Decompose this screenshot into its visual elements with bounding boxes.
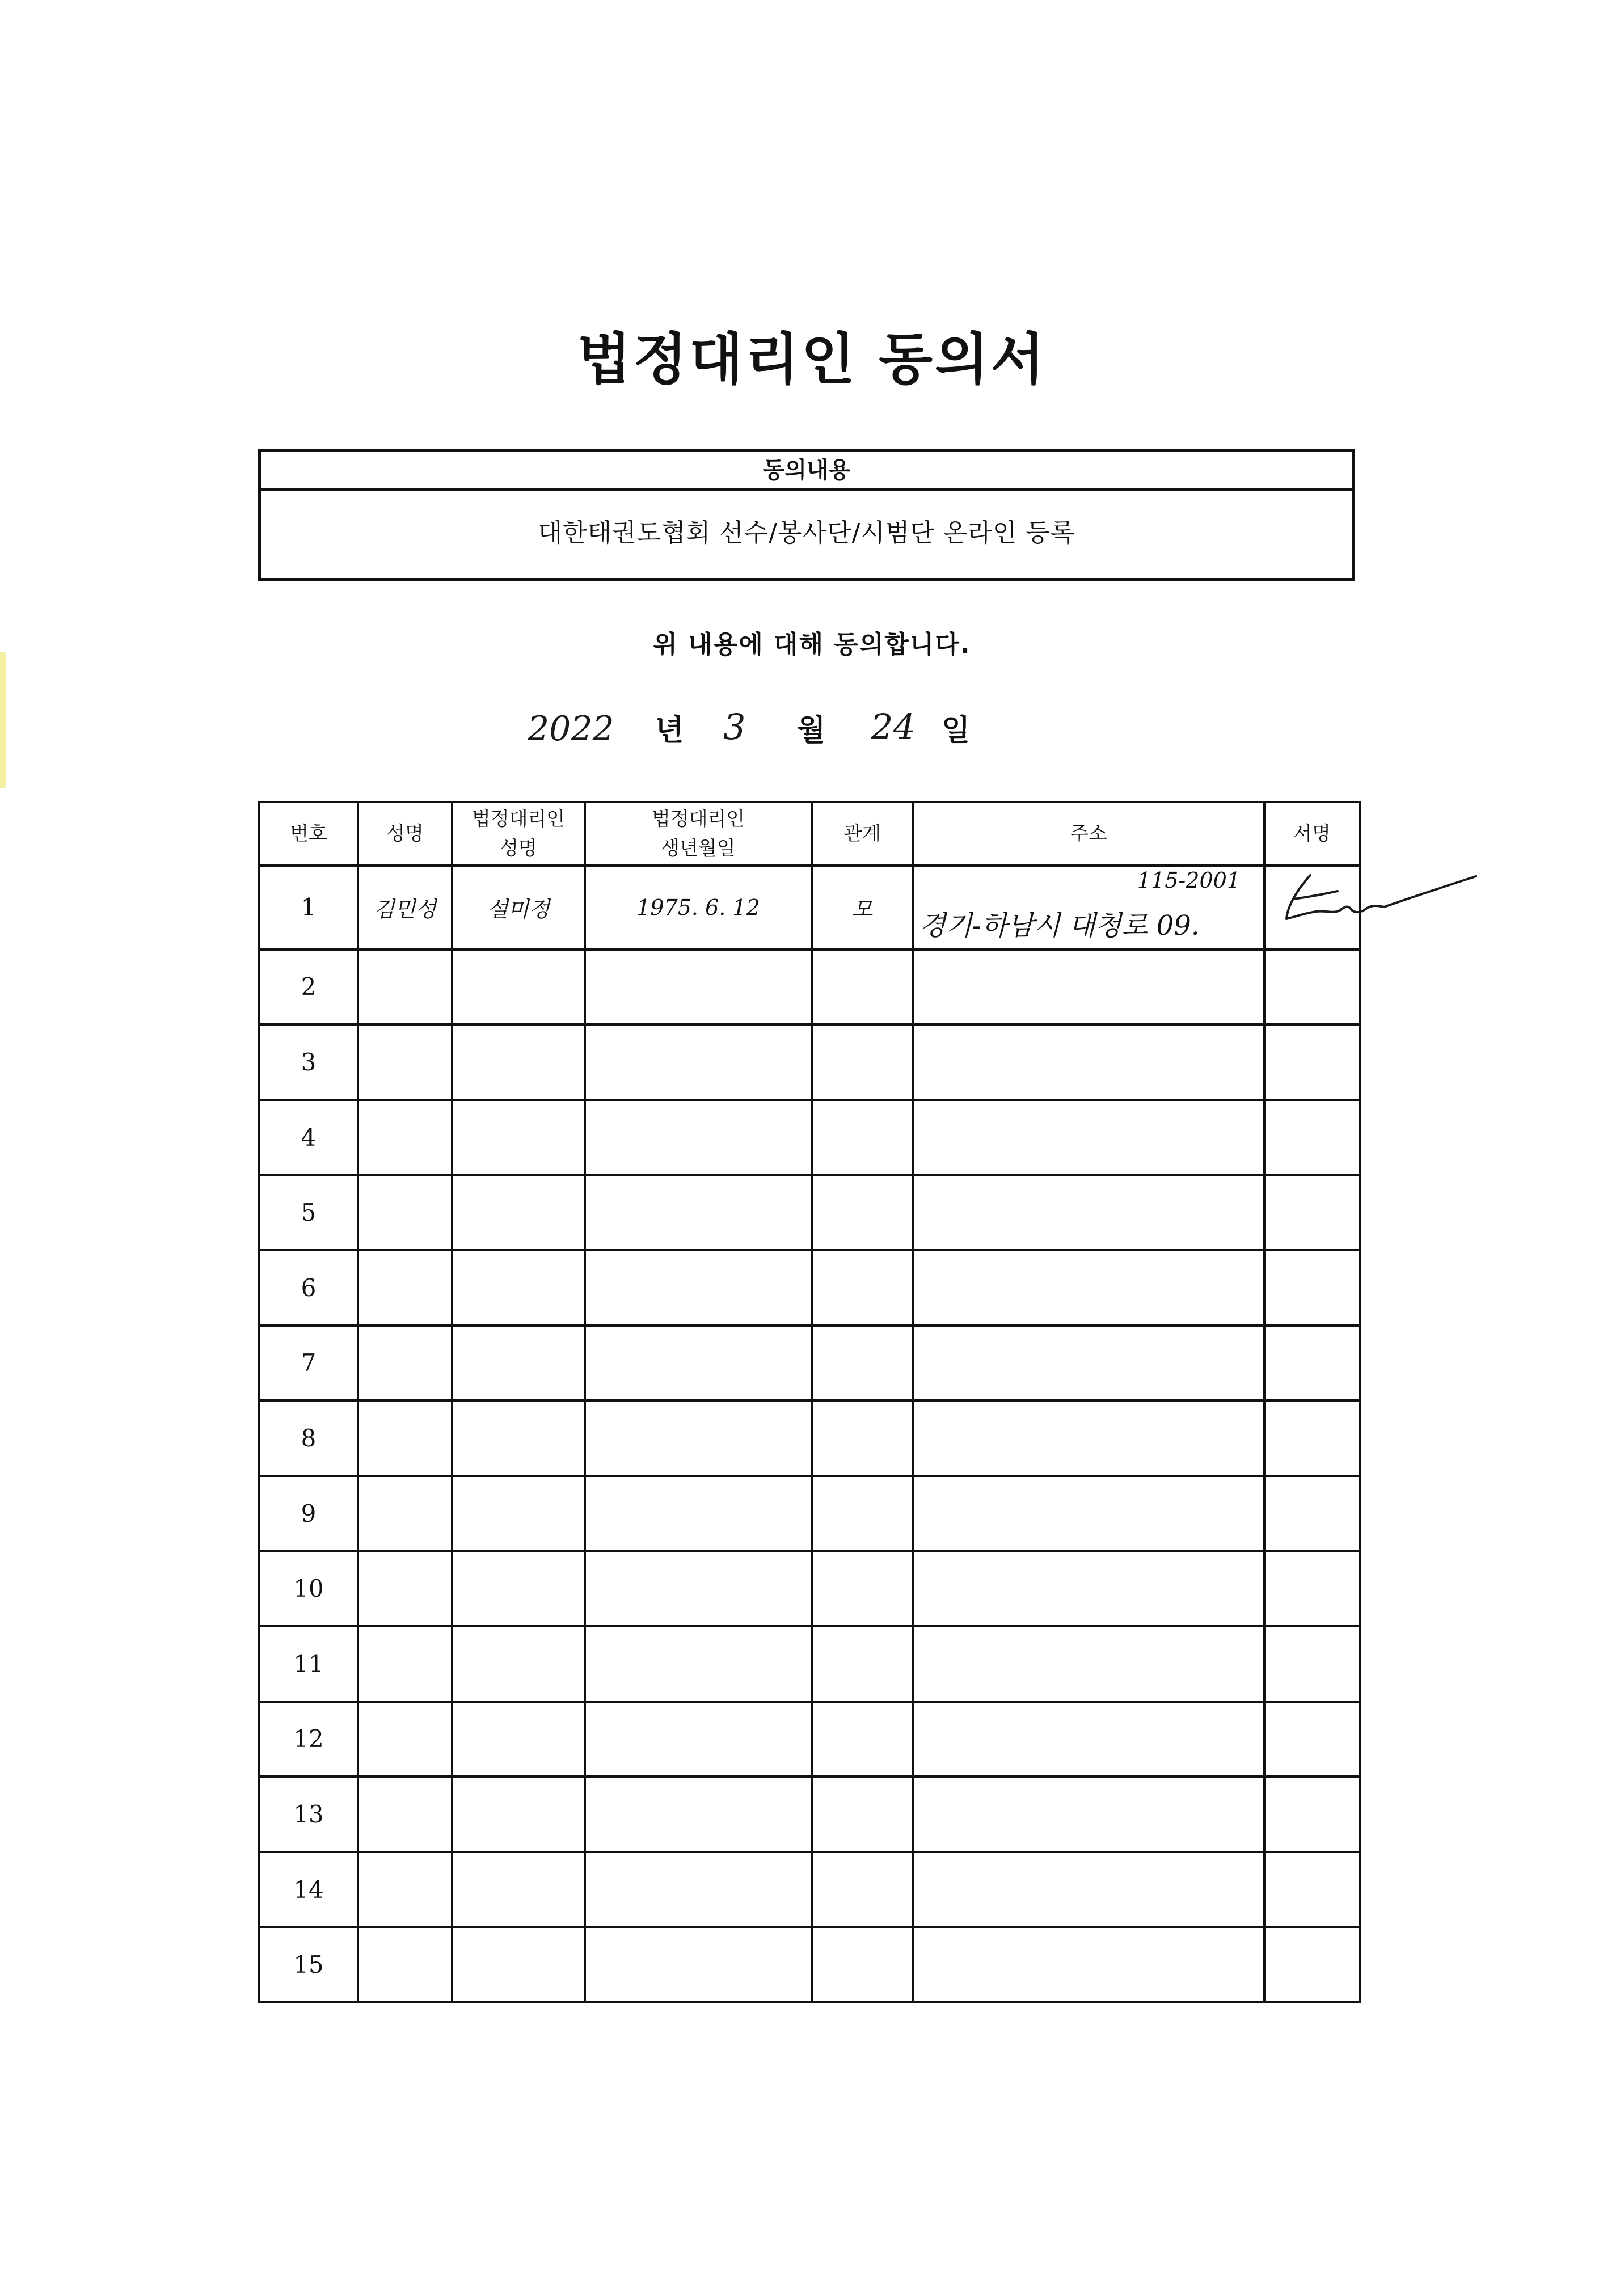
header-relation: 관계: [812, 802, 913, 866]
row-name: [358, 950, 452, 1025]
row-signature: [1264, 1024, 1360, 1100]
row-address: [913, 950, 1264, 1025]
date-day: 24: [871, 706, 916, 748]
date-year-unit: 년: [655, 714, 684, 748]
row-number: 11: [259, 1626, 358, 1702]
row-guardian-name: [452, 1250, 585, 1326]
table-row: [259, 1400, 1360, 1476]
row-relation: [812, 1400, 913, 1476]
row-number: 1: [259, 866, 358, 950]
row-relation: [812, 1326, 913, 1401]
row-relation: [812, 1250, 913, 1326]
consent-box: [258, 449, 1355, 581]
row-signature: [1264, 1551, 1360, 1626]
row-relation: [812, 1024, 913, 1100]
row-signature: [1264, 950, 1360, 1025]
header-guardian-name-line2: 성명: [500, 837, 537, 860]
row-address: [913, 1852, 1264, 1927]
row-signature: [1264, 1175, 1360, 1250]
row-signature: [1264, 1400, 1360, 1476]
row-number: 7: [259, 1326, 358, 1401]
roster-table: [258, 801, 1359, 2003]
row-name: [358, 1476, 452, 1551]
row-address: [913, 1476, 1264, 1551]
consent-content: 대한태권도협회 선수/봉사단/시범단 온라인 등록: [538, 518, 1075, 547]
document-title: 법정대리인 동의서: [577, 327, 1047, 392]
row-guardian-name: [452, 1100, 585, 1175]
table-row: [259, 1702, 1360, 1777]
row-address: [913, 1175, 1264, 1250]
header-address: 주소: [913, 802, 1264, 866]
row-number: 5: [259, 1175, 358, 1250]
row-guardian-birth: [585, 1476, 812, 1551]
row-name: [358, 1175, 452, 1250]
row-guardian-birth: [585, 1326, 812, 1401]
row-relation: [812, 1476, 913, 1551]
row-name: [358, 1400, 452, 1476]
row-guardian-birth: [585, 1100, 812, 1175]
row-number: 9: [259, 1476, 358, 1551]
row-guardian-name: 설미정: [452, 866, 585, 950]
row-address: [913, 1100, 1264, 1175]
row-guardian-birth: [585, 1852, 812, 1927]
row-signature: [1264, 1702, 1360, 1777]
table-row: [259, 1927, 1360, 2002]
header-guardian-birth-line2: 생년월일: [661, 837, 736, 860]
header-guardian-birth-line1: 법정대리인: [651, 808, 745, 830]
table-row: [259, 1326, 1360, 1401]
row-guardian-name: [452, 1852, 585, 1927]
row-signature: [1264, 1852, 1360, 1927]
row-guardian-birth: [585, 1024, 812, 1100]
row-guardian-name: [452, 1400, 585, 1476]
row-guardian-name: [452, 950, 585, 1025]
header-guardian-name: [452, 802, 585, 866]
row-name: [358, 1250, 452, 1326]
row-relation: [812, 1100, 913, 1175]
scan-edge-mark: [0, 652, 6, 788]
row-address: [913, 1250, 1264, 1326]
row-address: [913, 1927, 1264, 2002]
row-relation: [812, 1777, 913, 1852]
row-guardian-name: [452, 1476, 585, 1551]
row-address: [913, 1400, 1264, 1476]
header-signature: 서명: [1264, 802, 1360, 866]
row-relation: [812, 1702, 913, 1777]
row-name: [358, 1777, 452, 1852]
row-guardian-birth: [585, 1777, 812, 1852]
row-number: 4: [259, 1100, 358, 1175]
table-row: [259, 1250, 1360, 1326]
row-guardian-name: [452, 1927, 585, 2002]
date-day-unit: 일: [942, 714, 971, 748]
row-guardian-birth: [585, 1175, 812, 1250]
header-guardian-birth: [585, 802, 812, 866]
table-row: [259, 1777, 1360, 1852]
row-signature: [1264, 1927, 1360, 2002]
row-name: [358, 1702, 452, 1777]
date-year: 2022: [528, 709, 614, 749]
row-relation: [812, 1626, 913, 1702]
table-row: [259, 1024, 1360, 1100]
row-number: 14: [259, 1852, 358, 1927]
row-relation: [812, 950, 913, 1025]
row-guardian-name: [452, 1326, 585, 1401]
row-number: 3: [259, 1024, 358, 1100]
table-header-row: [259, 802, 1360, 866]
header-number: 번호: [259, 802, 358, 866]
date-month: 3: [723, 706, 746, 748]
table-row: [259, 1175, 1360, 1250]
row-name: [358, 1927, 452, 2002]
row-guardian-name: [452, 1175, 585, 1250]
row-address: [913, 1326, 1264, 1401]
row-name: [358, 1100, 452, 1175]
table-row: [259, 1551, 1360, 1626]
row-name: [358, 1852, 452, 1927]
row-number: 12: [259, 1702, 358, 1777]
row-relation: [812, 1551, 913, 1626]
row-number: 10: [259, 1551, 358, 1626]
row-address: [913, 866, 1264, 950]
row-relation: [812, 1175, 913, 1250]
row-address: [913, 1626, 1264, 1702]
row-name: [358, 1551, 452, 1626]
row-guardian-birth: [585, 950, 812, 1025]
row-signature: [1264, 1777, 1360, 1852]
row-guardian-birth: [585, 1927, 812, 2002]
row-name: 김민성: [358, 866, 452, 950]
row-signature: [1264, 1626, 1360, 1702]
row-signature: [1264, 1100, 1360, 1175]
handwritten-signature: [1276, 865, 1480, 939]
row-number: 6: [259, 1250, 358, 1326]
row-address-main: 경기-하남시 대청로 09.: [919, 909, 1200, 942]
table-row: [259, 1626, 1360, 1702]
row-address: [913, 1551, 1264, 1626]
row-guardian-birth: 1975. 6. 12: [585, 866, 812, 950]
row-name: [358, 1024, 452, 1100]
row-guardian-name: [452, 1551, 585, 1626]
row-guardian-name: [452, 1626, 585, 1702]
row-address: [913, 1024, 1264, 1100]
row-guardian-birth: [585, 1702, 812, 1777]
row-address: [913, 1777, 1264, 1852]
row-name: [358, 1626, 452, 1702]
table-row: [259, 1100, 1360, 1175]
row-number: 15: [259, 1927, 358, 2002]
header-guardian-name-line1: 법정대리인: [471, 808, 566, 830]
row-relation: [812, 1852, 913, 1927]
row-guardian-name: [452, 1702, 585, 1777]
table-row: [259, 1852, 1360, 1927]
row-number: 2: [259, 950, 358, 1025]
table-row: [259, 1476, 1360, 1551]
table-row: [259, 866, 1360, 950]
row-signature: [1264, 1250, 1360, 1326]
date-month-unit: 월: [797, 714, 826, 748]
row-relation: [812, 1927, 913, 2002]
row-number: 8: [259, 1400, 358, 1476]
row-signature: [1264, 1476, 1360, 1551]
row-guardian-birth: [585, 1250, 812, 1326]
row-address-extra: 115-2001: [1137, 868, 1241, 893]
row-address: [913, 1702, 1264, 1777]
row-guardian-name: [452, 1777, 585, 1852]
row-guardian-birth: [585, 1400, 812, 1476]
row-guardian-birth: [585, 1551, 812, 1626]
row-signature: [1264, 1326, 1360, 1401]
agreement-statement: 위 내용에 대해 동의합니다.: [653, 630, 971, 659]
header-name: 성명: [358, 802, 452, 866]
row-number: 13: [259, 1777, 358, 1852]
table-row: [259, 950, 1360, 1025]
row-relation: 모: [812, 866, 913, 950]
row-guardian-birth: [585, 1626, 812, 1702]
row-guardian-name: [452, 1024, 585, 1100]
consent-heading: 동의내용: [261, 452, 1352, 491]
row-name: [358, 1326, 452, 1401]
